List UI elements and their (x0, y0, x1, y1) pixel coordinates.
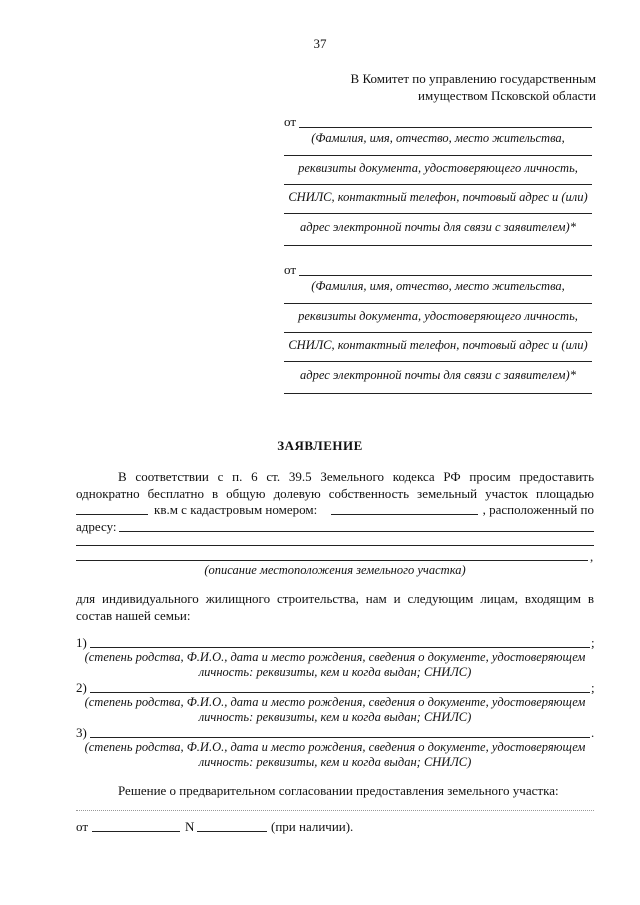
addressee-line-2: имуществом Псковской области (418, 88, 596, 103)
applicant-hint: (Фамилия, имя, отчество, место жительства, (311, 279, 565, 293)
decision-from-label: от (76, 819, 89, 834)
body-line-2: однократно бесплатно в общую долевую собственность земельный участок площадью (76, 486, 594, 501)
cadastral-number-field[interactable] (331, 514, 478, 515)
applicant-hint: адрес электронной почты для связи с заявителем)* (300, 220, 576, 234)
family-member-end: . (591, 725, 595, 740)
applicant-line[interactable] (284, 184, 592, 185)
decision-field[interactable] (76, 810, 594, 811)
addressee-line-1: В Комитет по управлению государственным (350, 71, 596, 86)
family-member-end: ; (591, 635, 595, 650)
body-line-3-tail: , расположенный по (482, 502, 594, 517)
document-title: ЗАЯВЛЕНИЕ (277, 438, 363, 453)
applicant-line[interactable] (299, 275, 592, 276)
family-member-hint-2: личность: реквизиты, кем и когда выдан; СНИЛС) (198, 665, 472, 679)
purpose-line-1: для индивидуального жилищного строительства, нам и следующим лицам, входящим в (76, 591, 594, 606)
family-member-hint-1: (степень родства, Ф.И.О., дата и место рождения, сведения о документе, удостоверяющем (84, 740, 586, 754)
decision-date-field[interactable] (92, 831, 180, 832)
location-hint: (описание местоположения земельного участка) (204, 563, 466, 577)
applicant-line[interactable] (284, 332, 592, 333)
area-field[interactable] (76, 514, 148, 515)
decision-note: (при наличии). (271, 819, 354, 834)
family-member-number: 3) (76, 725, 87, 740)
applicant-from-label: от (284, 114, 297, 129)
applicant-line[interactable] (299, 127, 592, 128)
family-member-field[interactable] (90, 692, 590, 693)
purpose-line-2: состав нашей семьи: (76, 608, 191, 623)
family-member-hint-1: (степень родства, Ф.И.О., дата и место рождения, сведения о документе, удостоверяющем (84, 695, 586, 709)
family-member-field[interactable] (90, 737, 590, 738)
family-member-field[interactable] (90, 647, 590, 648)
address-field-line-3[interactable] (76, 560, 588, 561)
applicant-hint: СНИЛС, контактный телефон, почтовый адрес и (или) (288, 338, 588, 352)
applicant-line[interactable] (284, 245, 592, 246)
applicant-line[interactable] (284, 213, 592, 214)
applicant-line[interactable] (284, 303, 592, 304)
address-end-comma: , (590, 549, 594, 564)
body-line-3-label: кв.м с кадастровым номером: (154, 502, 318, 517)
family-member-number: 2) (76, 680, 87, 695)
applicant-line[interactable] (284, 155, 592, 156)
applicant-from-label: от (284, 262, 297, 277)
applicant-hint: адрес электронной почты для связи с заявителем)* (300, 368, 576, 382)
address-label: адресу: (76, 519, 117, 534)
applicant-hint: реквизиты документа, удостоверяющего личность, (298, 309, 578, 323)
applicant-hint: (Фамилия, имя, отчество, место жительства, (311, 131, 565, 145)
page-number: 37 (313, 36, 327, 51)
address-field-line-2[interactable] (76, 545, 594, 546)
family-member-hint-2: личность: реквизиты, кем и когда выдан; СНИЛС) (198, 755, 472, 769)
family-member-number: 1) (76, 635, 87, 650)
applicant-line[interactable] (284, 393, 592, 394)
decision-number-field[interactable] (197, 831, 267, 832)
applicant-hint: СНИЛС, контактный телефон, почтовый адрес и (или) (288, 190, 588, 204)
family-member-hint-1: (степень родства, Ф.И.О., дата и место рождения, сведения о документе, удостоверяющем (84, 650, 586, 664)
applicant-hint: реквизиты документа, удостоверяющего личность, (298, 161, 578, 175)
decision-label: Решение о предварительном согласовании предоставления земельного участка: (118, 783, 559, 798)
addressee-block (300, 70, 596, 104)
decision-number-sign: N (185, 819, 195, 834)
family-member-end: ; (591, 680, 595, 695)
family-member-hint-2: личность: реквизиты, кем и когда выдан; СНИЛС) (198, 710, 472, 724)
body-line-1: В соответствии с п. 6 ст. 39.5 Земельного кодекса РФ просим предоставить (118, 469, 594, 484)
applicant-line[interactable] (284, 361, 592, 362)
address-field[interactable] (119, 531, 594, 532)
